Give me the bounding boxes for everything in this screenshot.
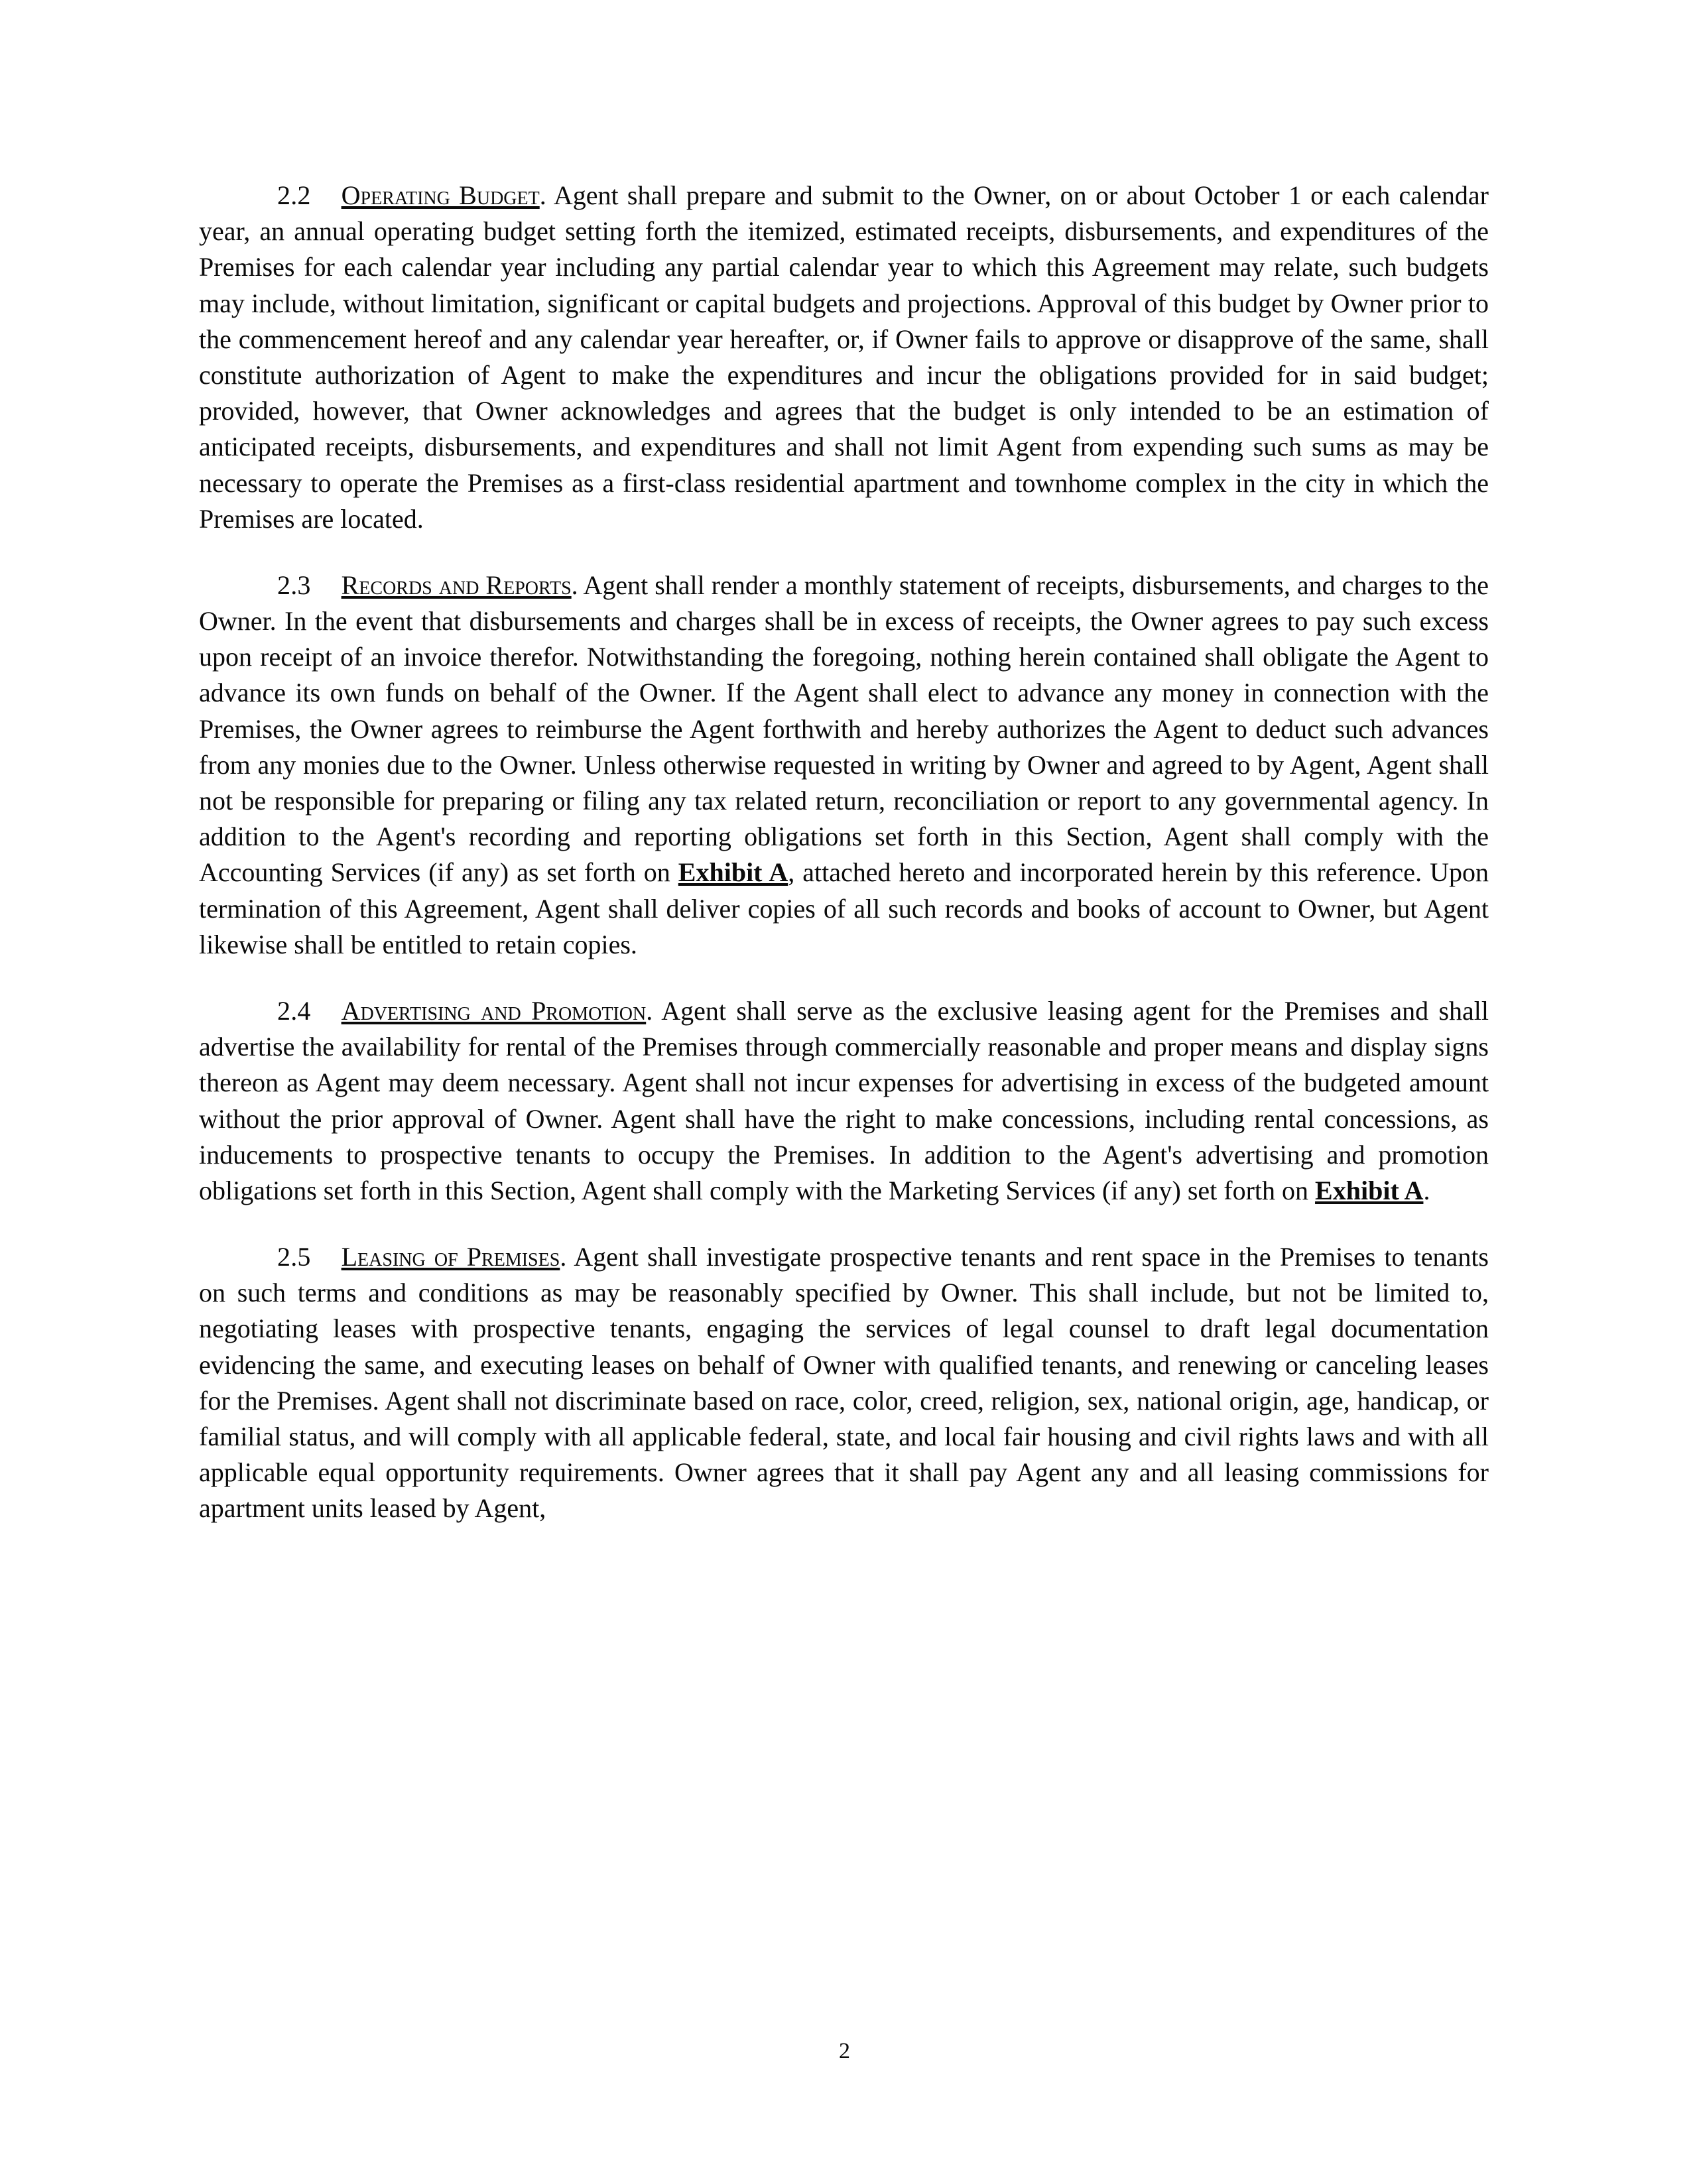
section-paragraph-2-4	[199, 993, 1489, 1209]
section-number-2-2: 2.2	[277, 180, 311, 210]
section-paragraph-2-3	[199, 568, 1489, 963]
section-number-2-5: 2.5	[277, 1242, 311, 1272]
exhibit-a-reference: Exhibit A	[1315, 1175, 1424, 1205]
section-text-2-2: . Agent shall prepare and submit to the Owner, on or about October 1 or each calendar year, an annual operating budget setting forth the itemized, estimated receipts, disbursements, and expenditures of the Premises for each calendar year including any partial calendar year to which this Agreement may relate, such budgets may include, without limitation, significant or capital budgets and projections. Approval of this budget by Owner prior to the commencement hereof and any calendar year hereafter, or, if Owner fails to approve or disapprove of the same, shall constitute authorization of Agent to make the expenditures and incur the obligations provided for in said budget; provided, however, that Owner acknowledges and agrees that the budget is only intended to be an estimation of anticipated receipts, disbursements, and expenditures and shall not limit Agent from expending such sums as may be necessary to operate the Premises as a first-class residential apartment and townhome complex in the city in which the Premises are located.	[199, 180, 1489, 534]
section-text-2-3: . Agent shall render a monthly statement of receipts, disbursements, and charges to the Owner. In the event that disbursements and charges shall be in excess of receipts, the Owner agrees to pay such excess upon receipt of an invoice therefor. Notwithstanding the foregoing, nothing herein contained shall obligate the Agent to advance its own funds on behalf of the Owner. If the Agent shall elect to advance any money in connection with the Premises, the Owner agrees to reimburse the Agent forthwith and hereby authorizes the Agent to deduct such advances from any monies due to the Owner. Unless otherwise requested in writing by Owner and agreed to by Agent, Agent shall not be responsible for preparing or filing any tax related return, reconciliation or report to any governmental agency. In addition to the Agent's recording and reporting obligations set forth in this Section, Agent shall comply with the Accounting Services (if any) as set forth on	[199, 570, 1489, 888]
section-heading-2-2: Operating Budget	[341, 180, 540, 210]
section-number-2-3: 2.3	[277, 570, 311, 600]
section-heading-2-3: Records and Reports	[341, 570, 572, 600]
section-text-2-4-after: .	[1423, 1175, 1430, 1205]
document-body	[199, 178, 1489, 1527]
exhibit-a-reference: Exhibit A	[678, 857, 788, 888]
section-text-2-5: . Agent shall investigate prospective tenants and rent space in the Premises to tenants on such terms and conditions as may be reasonably specified by Owner. This shall include, but not be limited to, negotiating leases with prospective tenants, engaging the services of legal counsel to draft legal documentation evidencing the same, and executing leases on behalf of Owner with qualified tenants, and renewing or canceling leases for the Premises. Agent shall not discriminate based on race, color, creed, religion, sex, national origin, age, handicap, or familial status, and will comply with all applicable federal, state, and local fair housing and civil rights laws and with all applicable equal opportunity requirements. Owner agrees that it shall pay Agent any and all leasing commissions for apartment units leased by Agent,	[199, 1242, 1489, 1524]
section-heading-2-4: Advertising and Promotion	[341, 995, 647, 1026]
page-number: 2	[839, 2039, 850, 2063]
section-number-2-4: 2.4	[277, 995, 311, 1026]
section-text-2-3-after: , attached hereto and incorporated herein by this reference. Upon termination of this Agreement, Agent shall deliver copies of all such records and books of account to Owner, but Agent likewise shall be entitled to retain copies.	[199, 857, 1489, 959]
section-text-2-4: . Agent shall serve as the exclusive leasing agent for the Premises and shall advertise the availability for rental of the Premises through commercially reasonable and proper means and display signs thereon as Agent may deem necessary. Agent shall not incur expenses for advertising in excess of the budgeted amount without the prior approval of Owner. Agent shall have the right to make concessions, including rental concessions, as inducements to prospective tenants to occupy the Premises. In addition to the Agent's advertising and promotion obligations set forth in this Section, Agent shall comply with the Marketing Services (if any) set forth on	[199, 995, 1489, 1205]
section-paragraph-2-5	[199, 1239, 1489, 1527]
section-heading-2-5: Leasing of Premises	[341, 1242, 560, 1272]
section-paragraph-2-2	[199, 178, 1489, 537]
